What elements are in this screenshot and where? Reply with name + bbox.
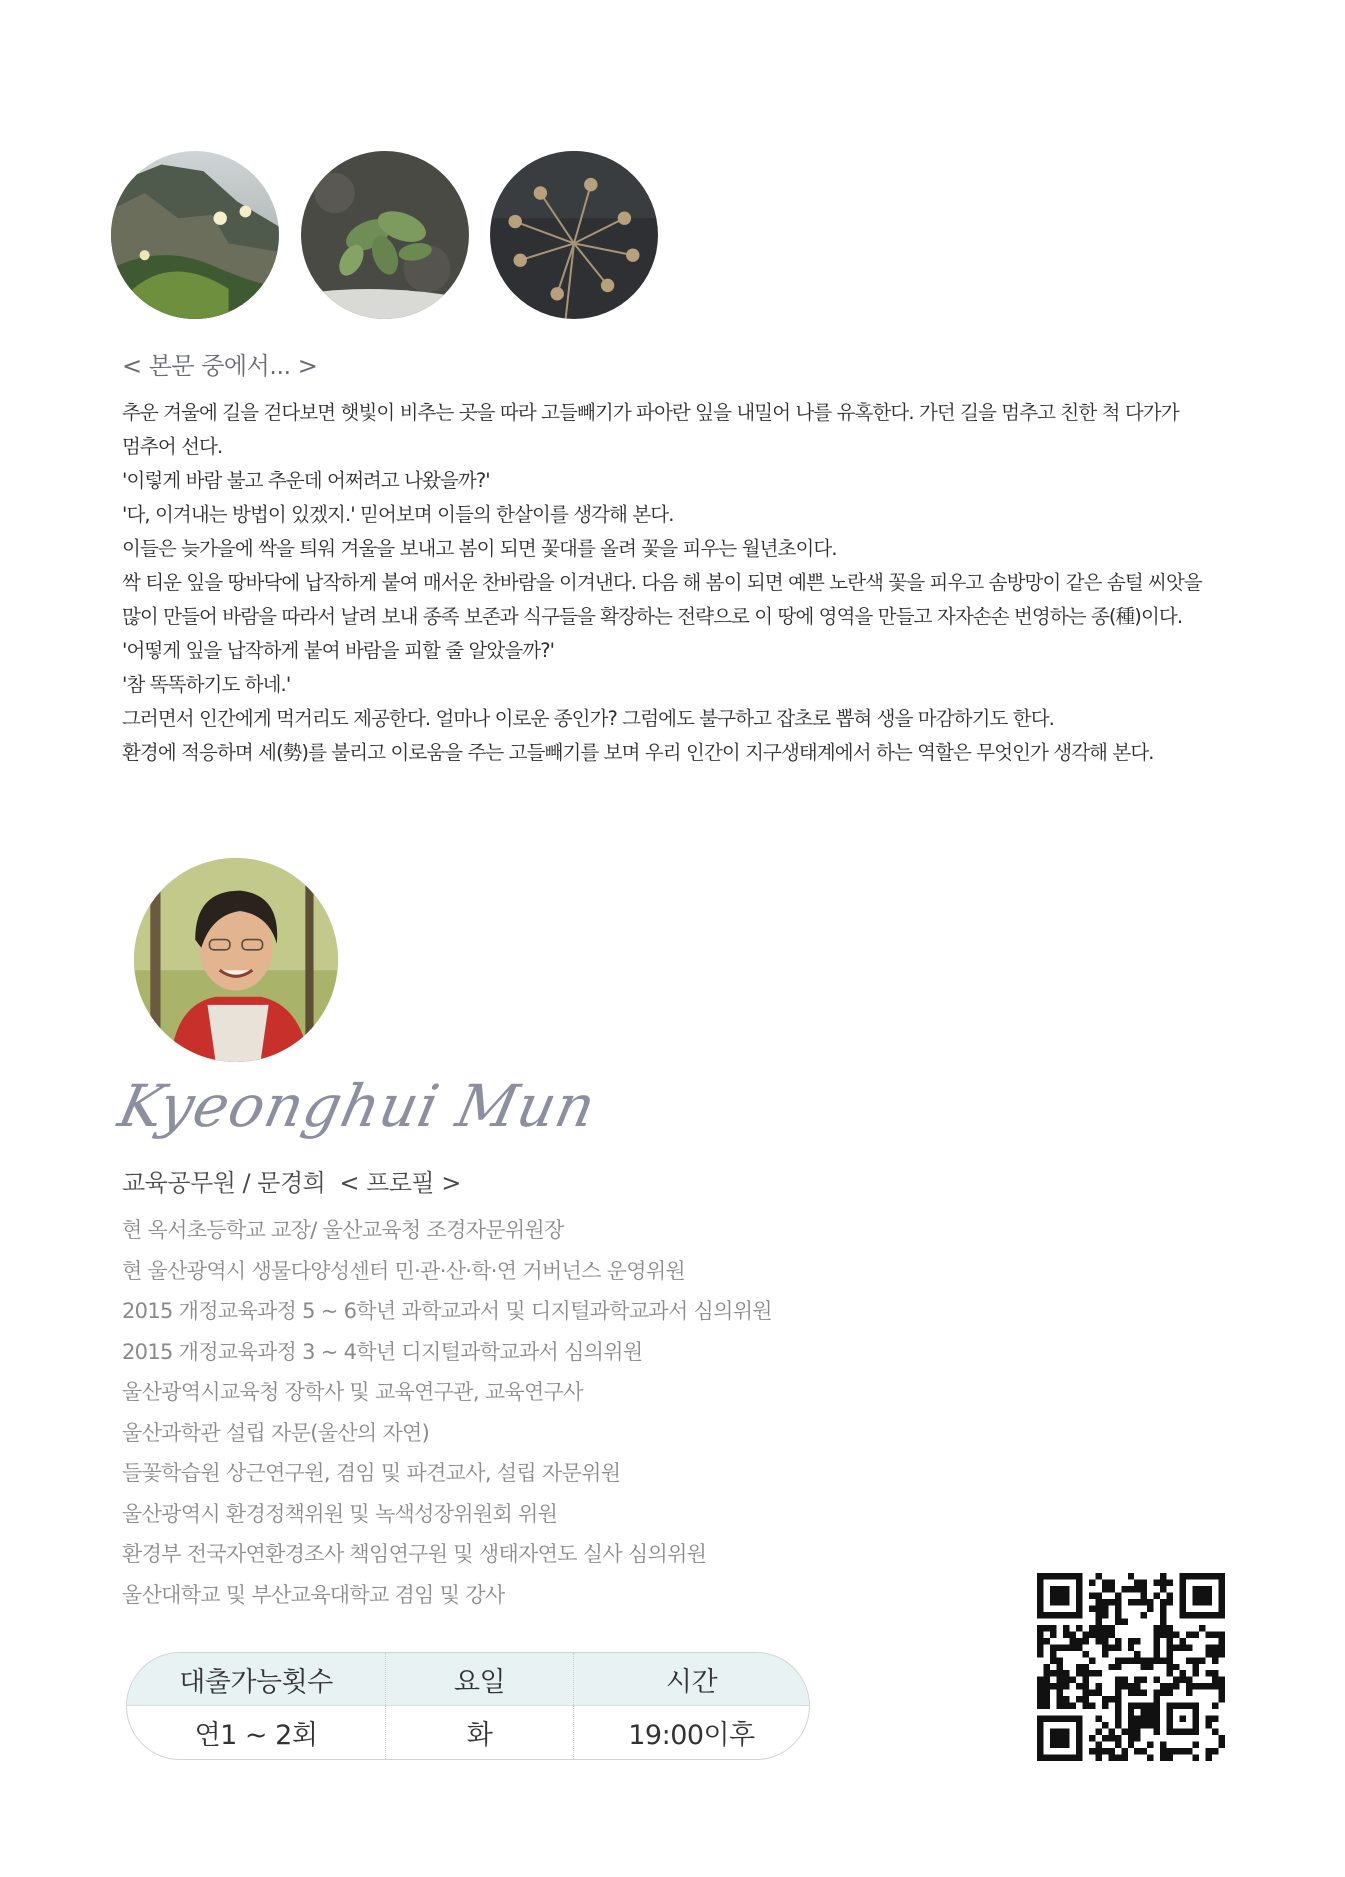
author-photo <box>134 858 338 1062</box>
profile-title <box>122 1163 461 1198</box>
qr-code-icon[interactable] <box>1037 1573 1225 1761</box>
excerpt-heading: < 본문 중에서... > <box>122 352 318 380</box>
excerpt-line: '참 똑똑하기도 하네.' <box>122 673 291 696</box>
loan-table <box>126 1652 810 1760</box>
excerpt-body <box>122 396 1212 770</box>
author-name: 교육공무원 / 문경희 <box>122 1169 326 1197</box>
excerpt-line: 싹 티운 잎을 땅바닥에 납작하게 붙여 매서운 찬바람을 이겨낸다. 다음 해 봄이 되면 예쁜 노란색 꽃을 피우고 솜방망이 같은 솜털 씨앗을 <box>122 571 1202 594</box>
career-item: 들꽃학습원 상근연구원, 겸임 및 파견교사, 설립 자문위원 <box>122 1461 621 1485</box>
excerpt-line: 이들은 늦가을에 싹을 틔워 겨울을 보내고 봄이 되면 꽃대를 올려 꽃을 피우는 월년초이다. <box>122 537 837 560</box>
excerpt-line: '어떻게 잎을 납작하게 붙여 바람을 피할 줄 알았을까?' <box>122 639 555 662</box>
career-item: 2015 개정교육과정 5 ~ 6학년 과학교과서 및 디지털과학교과서 심의위원 <box>122 1299 772 1323</box>
career-item: 환경부 전국자연환경조사 책임연구원 및 생태자연도 실사 심의위원 <box>122 1542 707 1566</box>
time-header: 시간 <box>573 1653 809 1705</box>
loan-count-value: 연1 ~ 2회 <box>127 1705 385 1759</box>
career-item: 울산과학관 설립 자문(울산의 자연) <box>122 1420 430 1445</box>
excerpt-line: '다, 이겨내는 방법이 있겠지.' 믿어보며 이들의 한살이를 생각해 본다. <box>122 503 674 526</box>
career-item: 울산광역시교육청 장학사 및 교육연구관, 교육연구사 <box>122 1380 583 1404</box>
time-value: 19:00이후 <box>573 1705 809 1759</box>
career-item: 울산대학교 및 부산교육대학교 겸임 및 강사 <box>122 1582 505 1607</box>
career-list <box>122 1210 772 1615</box>
author-signature: Kyeonghui Mun <box>112 1072 603 1140</box>
rosette-plant-photo <box>301 151 469 319</box>
excerpt-line: 추운 겨울에 길을 걷다보면 햇빛이 비추는 곳을 따라 고들빼기가 파아란 잎을 내밀어 나를 유혹한다. 가던 길을 멈추고 친한 척 다가가 <box>122 401 1179 424</box>
excerpt-line: 멈추어 선다. <box>122 435 223 458</box>
day-value: 화 <box>385 1705 573 1759</box>
profile-tag: < 프로필 > <box>339 1169 461 1197</box>
career-item: 울산광역시 환경정책위원 및 녹색성장위원회 위원 <box>122 1501 558 1526</box>
career-item: 현 울산광역시 생물다양성센터 민·관·산·학·연 거버넌스 운영위원 <box>122 1258 686 1283</box>
mountain-flowers-photo <box>111 151 279 319</box>
career-item: 현 옥서초등학교 교장/ 울산교육청 조경자문위원장 <box>122 1218 564 1242</box>
excerpt-line: 많이 만들어 바람을 따라서 날려 보내 종족 보존과 식구들을 확장하는 전략으로 이 땅에 영역을 만들고 자자손손 번영하는 종(種)이다. <box>122 605 1183 628</box>
loan-count-header: 대출가능횟수 <box>127 1653 385 1705</box>
seed-umbel-photo <box>490 151 658 319</box>
excerpt-line: '이렇게 바람 불고 추운데 어쩌려고 나왔을까?' <box>122 469 490 492</box>
excerpt-line: 환경에 적응하며 세(勢)를 불리고 이로움을 주는 고들빼기를 보며 우리 인간이 지구생태계에서 하는 역할은 무엇인가 생각해 본다. <box>122 741 1154 764</box>
career-item: 2015 개정교육과정 3 ~ 4학년 디지털과학교과서 심의위원 <box>122 1339 643 1364</box>
day-header: 요일 <box>385 1653 573 1705</box>
excerpt-line: 그러면서 인간에게 먹거리도 제공한다. 얼마나 이로운 종인가? 그럼에도 불구하고 잡초로 뽑혀 생을 마감하기도 한다. <box>122 707 1054 730</box>
